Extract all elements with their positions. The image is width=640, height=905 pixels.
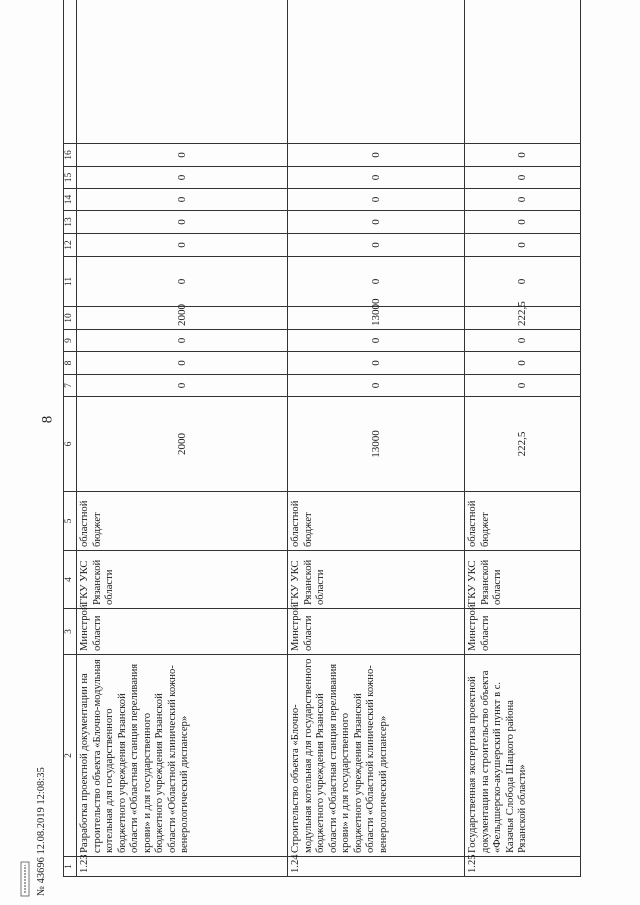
row-executor: ГКУ УКС Рязанской области <box>77 551 288 609</box>
row-value: 0 <box>288 167 465 189</box>
header-cell: 6 <box>64 397 77 492</box>
row-value: 0 <box>465 375 581 397</box>
header-cell: 5 <box>64 492 77 551</box>
row-customer: Минстрой области <box>465 609 581 655</box>
row-value: 0 <box>77 330 288 352</box>
row-value: 0 <box>77 352 288 375</box>
header-row <box>64 0 77 877</box>
row-name: Разработка проектной документации на строительство объекта «Блочно-модульная котельная для государственного бюджетного учреждения Рязанской области «Областная станция переливания крови» и для государственного бюджетного учреждения Рязанской области «Областной клинический кожно-венерологический диспансер» <box>77 655 288 857</box>
row-name: Государственная экспертиза проектной документации на строительство объекта «Фельдшерско-акушерский пункт в с. Казачья Слобода Шацкого района Рязанской области» <box>465 655 581 857</box>
header-cell: 1 <box>64 857 77 877</box>
row-source: областной бюджет <box>465 492 581 551</box>
header-cell: 4 <box>64 551 77 609</box>
row-value: 0 <box>465 352 581 375</box>
row-source: областной бюджет <box>288 492 465 551</box>
row-value: 0 <box>465 257 581 307</box>
row-value: 0 <box>288 375 465 397</box>
header-cell: 7 <box>64 375 77 397</box>
registration-footer: № 43696 12.08.2019 12:08:35 <box>36 767 47 896</box>
row-name: Строительство объекта «Блочно-модульная котельная для государственного бюджетного учреждения Рязанской области «Областная станция переливания крови» и для государственного бюджетного учреждения Рязанской области «Областной клинический кожно-венерологический диспансер» <box>288 655 465 857</box>
row-value: 0 <box>77 234 288 257</box>
row-value: 0 <box>288 352 465 375</box>
row-value: 0 <box>465 211 581 234</box>
row-value: 0 <box>465 330 581 352</box>
row-value: 0 <box>77 167 288 189</box>
row-value: 0 <box>288 234 465 257</box>
row-value: 0 <box>77 375 288 397</box>
header-cell <box>64 0 77 144</box>
header-cell: 14 <box>64 189 77 211</box>
row-executor: ГКУ УКС Рязанской области <box>288 551 465 609</box>
program-table <box>63 0 581 877</box>
header-cell: 11 <box>64 257 77 307</box>
header-cell: 10 <box>64 307 77 330</box>
row-value: 0 <box>288 330 465 352</box>
row-customer: Минстрой области <box>288 609 465 655</box>
row-customer: Минстрой области <box>77 609 288 655</box>
row-value: 0 <box>465 189 581 211</box>
row-note <box>77 0 288 144</box>
table-row <box>288 0 465 877</box>
table-row <box>465 0 581 877</box>
header-cell: 13 <box>64 211 77 234</box>
row-value: 0 <box>77 211 288 234</box>
registry-stamp-icon <box>18 861 32 897</box>
row-value: 0 <box>465 167 581 189</box>
header-cell: 3 <box>64 609 77 655</box>
row-value: 13000 <box>288 307 465 330</box>
row-value: 0 <box>288 144 465 167</box>
header-cell: 8 <box>64 352 77 375</box>
row-value: 0 <box>465 144 581 167</box>
row-value: 0 <box>77 189 288 211</box>
row-note <box>288 0 465 144</box>
row-value: 222,5 <box>465 307 581 330</box>
table-row <box>77 0 288 877</box>
header-cell: 12 <box>64 234 77 257</box>
row-value: 0 <box>288 189 465 211</box>
row-value: 0 <box>288 211 465 234</box>
row-id: 1.25 <box>465 857 581 877</box>
row-note <box>465 0 581 144</box>
row-source: областной бюджет <box>77 492 288 551</box>
row-value: 0 <box>77 257 288 307</box>
row-id: 1.23 <box>77 857 288 877</box>
row-value: 0 <box>288 257 465 307</box>
row-id: 1.24 <box>288 857 465 877</box>
row-total: 222,5 <box>465 397 581 492</box>
header-cell: 16 <box>64 144 77 167</box>
header-cell: 9 <box>64 330 77 352</box>
data-table-rotated <box>63 102 579 877</box>
header-cell: 2 <box>64 655 77 857</box>
page-number: 8 <box>39 415 56 424</box>
row-value: 0 <box>465 234 581 257</box>
row-value: 0 <box>77 144 288 167</box>
row-total: 13000 <box>288 397 465 492</box>
row-executor: ГКУ УКС Рязанской области <box>465 551 581 609</box>
header-cell: 15 <box>64 167 77 189</box>
row-value: 2000 <box>77 307 288 330</box>
row-total: 2000 <box>77 397 288 492</box>
